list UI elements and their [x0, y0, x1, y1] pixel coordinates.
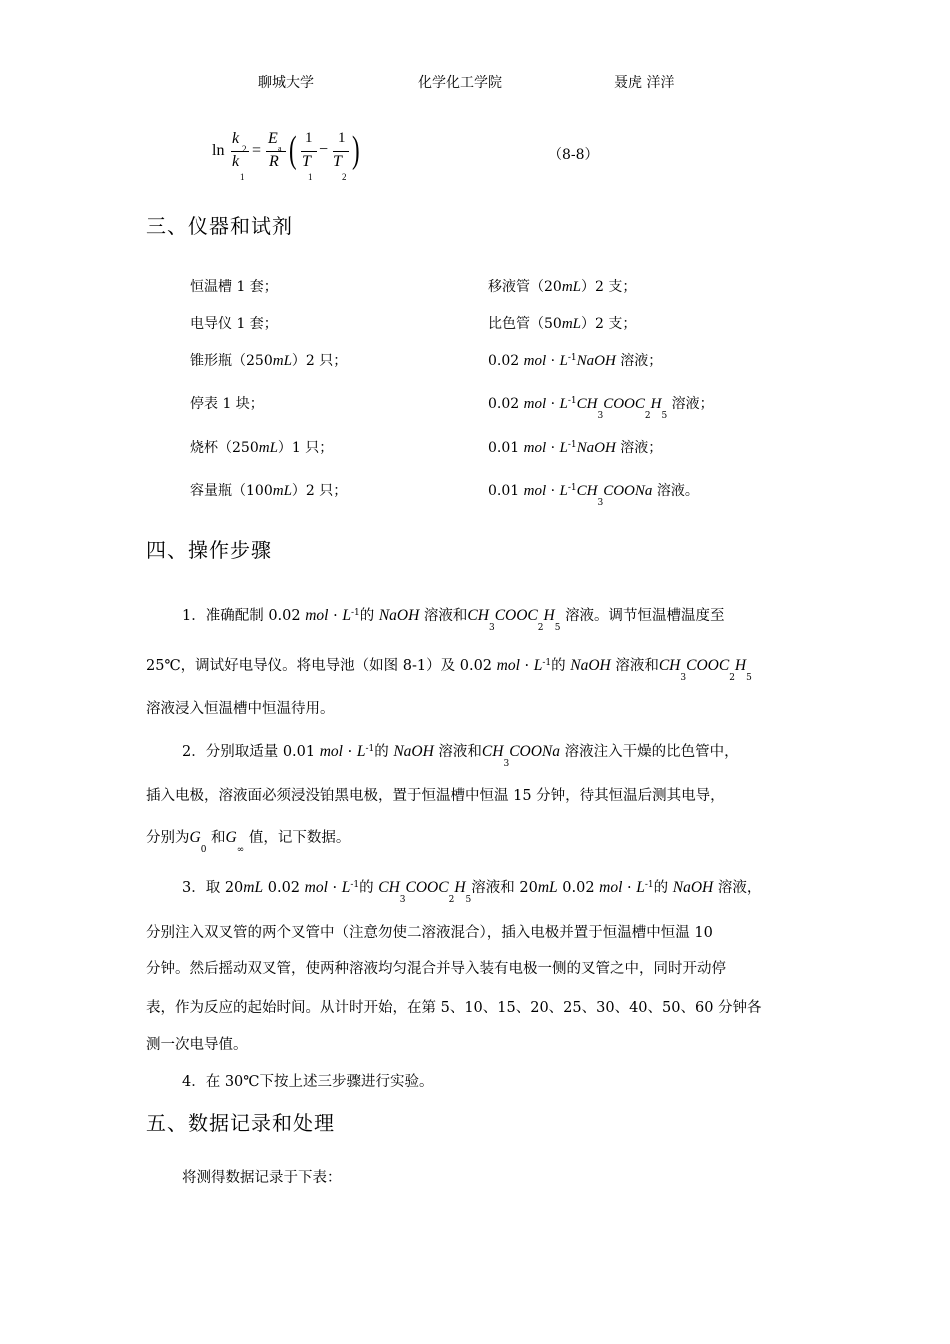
- item-thermostat: 恒温槽 1 套；: [190, 279, 278, 295]
- step2-line1: 2．分别取适量 0.01 mol · $L^{-1}$的 NaOH 溶液和$CH_3COONa$ 溶液注入干燥的比色管中，: [182, 743, 739, 769]
- eq-k1: k: [232, 153, 240, 170]
- eq-paren-right: ): [352, 129, 360, 171]
- step3-line5: 测一次电导值。: [146, 1037, 248, 1053]
- eq-k2-sub: 2: [242, 144, 247, 154]
- eq-T2-sub: 2: [342, 172, 347, 182]
- equation-number: （8-8）: [548, 147, 599, 163]
- header-university: 聊城大学: [258, 75, 314, 91]
- step3-line4: 表，作为反应的起始时间。从计时开始，在第 5、10、15、20、25、30、40、50、60 分钟各: [146, 1000, 762, 1016]
- section-title-instruments: 三、仪器和试剂: [146, 214, 293, 238]
- step2-line3: 分别为$G_0$ 和$G_\infty$ 值，记下数据。: [146, 829, 351, 855]
- item-naoh-002: 0.02 mol · $L^{-1}NaOH$ 溶液；: [488, 353, 663, 369]
- eq-minus: −: [319, 141, 329, 158]
- step3-line3: 分钟。然后摇动双叉管，使两种溶液均匀混合并导入装有电极一侧的叉管之中，同时开动停: [146, 961, 726, 977]
- item-naoh-001: 0.01 mol · $L^{-1}NaOH$ 溶液；: [488, 440, 663, 456]
- eq-E-sub: a: [278, 144, 282, 153]
- eq-frac-bar-4: [333, 151, 349, 152]
- step1-line1: 1．准确配制 0.02 mol · $L^{-1}$的 NaOH 溶液和$CH_3COOC_2H_5$ 溶液。调节恒温槽温度至: [182, 607, 725, 633]
- eq-R: R: [269, 153, 279, 170]
- eq-equals: =: [252, 142, 262, 159]
- equation-arrhenius: [212, 126, 372, 182]
- eq-frac-bar-1: [231, 151, 249, 152]
- eq-paren-left: (: [289, 129, 297, 171]
- eq-T1: T: [302, 153, 311, 170]
- data-intro: 将测得数据记录于下表：: [182, 1170, 342, 1186]
- item-colorimetric-tube: 比色管（50mL）2 支；: [488, 316, 637, 332]
- step1-line2: 25℃，调试好电导仪。将电导池（如图 8-1）及 0.02 mol · $L^{-1}$的 NaOH 溶液和$CH_3COOC_2H_5$: [146, 657, 752, 683]
- item-ethyl-acetate-002: 0.02 mol · $L^{-1}CH_3COOC_2H_5$ 溶液；: [488, 396, 714, 421]
- step1-line3: 溶液浸入恒温槽中恒温待用。: [146, 701, 335, 717]
- section-title-data: 五、数据记录和处理: [146, 1111, 335, 1135]
- step3-line1: 3．取 20mL 0.02 mol · $L^{-1}$的 $CH_3COOC_2H_5$溶液和 20mL 0.02 mol · $L^{-1}$的 NaOH 溶液，: [182, 879, 762, 905]
- item-beaker: 烧杯（250mL）1 只；: [190, 440, 334, 456]
- eq-T2: T: [333, 153, 342, 170]
- eq-T1-sub: 1: [308, 172, 313, 182]
- step2-line2: 插入电极，溶液面必须浸没铂黑电极，置于恒温槽中恒温 15 分钟，待其恒温后测其电导，: [146, 788, 725, 804]
- eq-frac-bar-3: [301, 151, 317, 152]
- step4-line1: 4．在 30℃下按上述三步骤进行实验。: [182, 1074, 434, 1090]
- item-volumetric-flask: 容量瓶（100mL）2 只；: [190, 483, 348, 499]
- header-school: 化学化工学院: [418, 75, 502, 91]
- eq-ln: ln: [212, 142, 225, 159]
- header-author: 聂虎 洋洋: [614, 75, 675, 91]
- item-stopwatch: 停表 1 块；: [190, 396, 264, 412]
- eq-k1-sub: 1: [240, 172, 245, 182]
- item-sodium-acetate-001: 0.01 mol · $L^{-1}CH_3COONa$ 溶液。: [488, 483, 699, 508]
- section-title-procedure: 四、操作步骤: [146, 538, 272, 562]
- eq-k2: k: [232, 130, 240, 147]
- item-conductometer: 电导仪 1 套；: [190, 316, 278, 332]
- eq-one-a: 1: [305, 130, 313, 146]
- eq-frac-bar-2: [266, 151, 286, 152]
- item-conical-flask: 锥形瓶（250mL）2 只；: [190, 353, 348, 369]
- step3-line2: 分别注入双叉管的两个叉管中（注意勿使二溶液混合），插入电极并置于恒温槽中恒温 10: [146, 925, 713, 941]
- eq-E: E: [268, 130, 278, 147]
- eq-one-b: 1: [338, 130, 346, 146]
- item-pipette: 移液管（20mL）2 支；: [488, 279, 637, 295]
